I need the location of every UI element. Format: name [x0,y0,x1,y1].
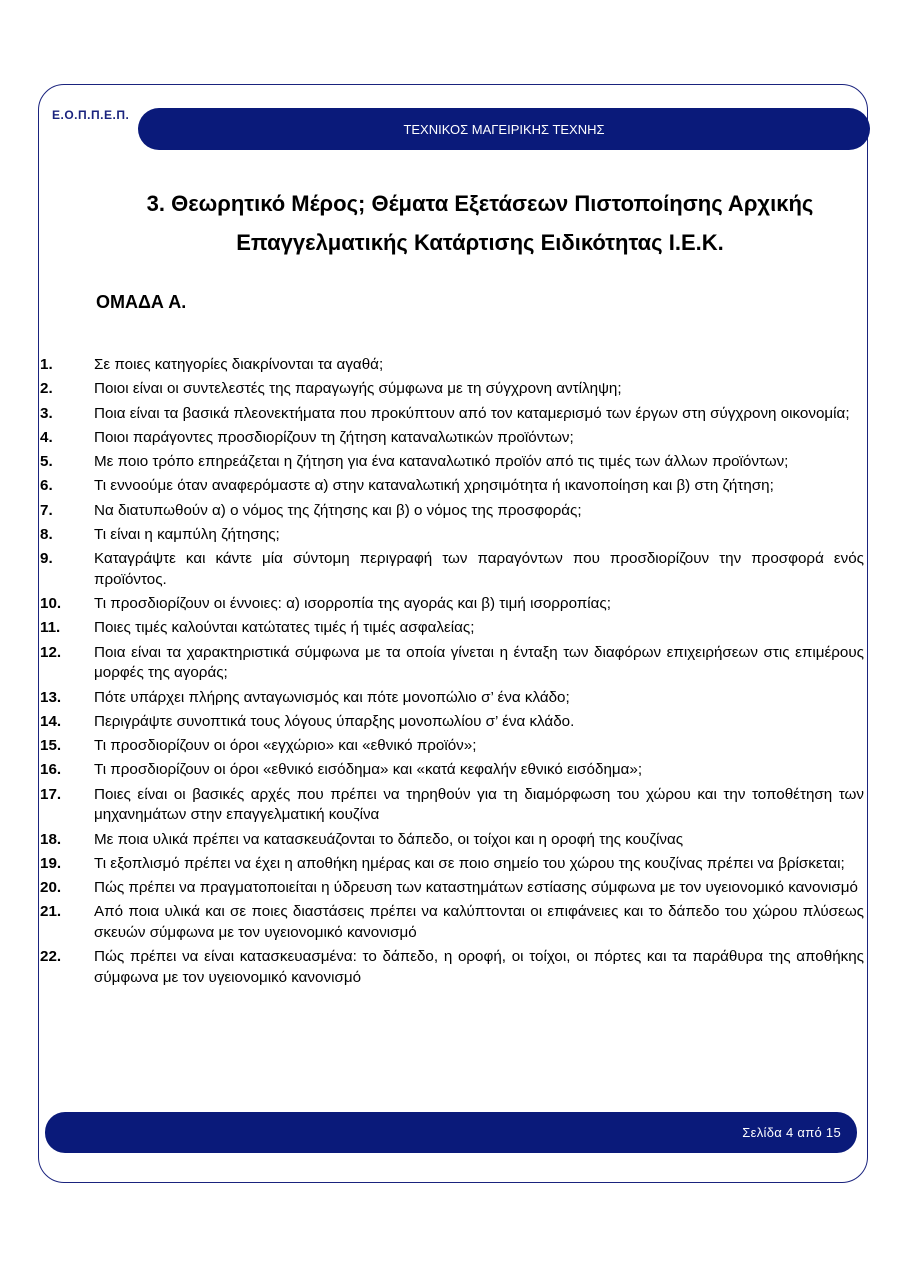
question-number: 9. [40,550,53,568]
question-item [40,854,864,875]
question-text: Ποια είναι τα χαρακτηριστικά σύμφωνα με τα οποία γίνεται η ένταξη των διαφόρων επιχειρήσεων στις επιμέρους μορφές της αγοράς; [94,643,864,682]
question-item [40,947,864,988]
question-text: Τι εννοούμε όταν αναφερόμαστε α) στην καταναλωτική χρησιμότητα ή ικανοποίηση και β) στη ζήτηση; [94,477,774,495]
question-text: Πώς πρέπει να είναι κατασκευασμένα: το δάπεδο, η οροφή, οι τοίχοι, οι πόρτες και τα παράθυρα της αποθήκης σύμφωνα με τον υγειονομικό κανονισμό [94,948,864,986]
question-number: 6. [40,477,53,495]
question-text: Τι προσδιορίζουν οι όροι «εγχώριο» και «εθνικό προϊόν»; [94,737,477,755]
question-text: Ποια είναι τα βασικά πλεονεκτήματα που προκύπτουν από τον καταμερισμό των έργων στη σύγχρονη οικονομία; [94,404,850,422]
question-text: Ποιοι παράγοντες προσδιορίζουν τη ζήτηση καταναλωτικών προϊόντων; [94,428,574,446]
question-item [40,525,864,546]
question-number: 1. [40,356,53,373]
question-text: Τι εξοπλισμό πρέπει να έχει η αποθήκη ημέρας και σε ποιο σημείο του χώρου της κουζίνας πρέπει να βρίσκεται; [94,854,845,872]
question-item [40,736,864,757]
footer-banner [45,1112,857,1153]
question-number: 18. [40,830,62,848]
question-item [40,452,864,473]
question-number: 21. [40,903,62,921]
document-title-line2: Επαγγελματικής Κατάρτισης Ειδικότητας Ι.Ε.Κ. [236,230,724,255]
question-item [40,902,864,943]
question-item [40,549,864,590]
question-number: 11. [40,619,61,637]
question-list [40,355,864,992]
question-text: Σε ποιες κατηγορίες διακρίνονται τα αγαθά; [94,356,384,373]
document-title [96,184,864,262]
question-text: Ποιες τιμές καλούνται κατώτατες τιμές ή τιμές ασφαλείας; [94,619,475,637]
question-item [40,428,864,449]
document-title-line1: 3. Θεωρητικό Μέρος; Θέματα Εξετάσεων Πιστοποίησης Αρχικής [146,191,814,216]
question-number: 3. [40,404,53,422]
question-number: 8. [40,526,53,544]
question-number: 7. [40,501,53,519]
group-label: ΟΜΑΔΑ Α. [96,292,187,312]
question-number: 4. [40,428,53,446]
header-banner [138,108,870,150]
question-number: 16. [40,761,62,779]
question-number: 15. [40,737,62,755]
question-text: Ποιες είναι οι βασικές αρχές που πρέπει να τηρηθούν για τη διαμόρφωση του χώρου και την τοποθέτηση των μηχανημάτων στην επαγγελματική κουζίνα [94,785,864,824]
question-text: Τι προσδιορίζουν οι έννοιες: α) ισορροπία της αγοράς και β) τιμή ισορροπίας; [94,595,611,613]
question-item [40,878,864,899]
question-item [40,379,864,400]
question-item [40,501,864,522]
question-number: 14. [40,712,62,730]
question-text: Πώς πρέπει να πραγματοποιείται η ύδρευση των καταστημάτων εστίασης σύμφωνα με τον υγειονομικό κανονισμό [94,879,858,897]
question-item [40,712,864,733]
question-item [40,785,864,826]
question-text: Από ποια υλικά και σε ποιες διαστάσεις πρέπει να καλύπτονται οι επιφάνειες και το δάπεδο του χώρου πλύσεως σκευών σύμφωνα με τον υγειονομικό κανονισμό [94,903,864,941]
organization-label: Ε.Ο.Π.Π.Ε.Π. [52,108,130,122]
question-text: Πότε υπάρχει πλήρης ανταγωνισμός και πότε μονοπώλιο σ’ ένα κλάδο; [94,688,570,706]
question-number: 2. [40,380,53,398]
question-text: Με ποιο τρόπο επηρεάζεται η ζήτηση για ένα καταναλωτικό προϊόν από τις τιμές των άλλων προϊόντων; [94,453,789,471]
question-number: 10. [40,595,62,613]
question-text: Να διατυπωθούν α) ο νόμος της ζήτησης και β) ο νόμος της προσφοράς; [94,501,582,519]
question-number: 12. [40,643,62,661]
header-title: ΤΕΧΝΙΚΟΣ ΜΑΓΕΙΡΙΚΗΣ ΤΕΧΝΗΣ [403,121,605,137]
page-number: Σελίδα 4 από 15 [742,1125,841,1140]
question-item [40,688,864,709]
question-text: Τι προσδιορίζουν οι όροι «εθνικό εισόδημα» και «κατά κεφαλήν εθνικό εισόδημα»; [94,761,643,779]
question-item [40,760,864,781]
question-number: 20. [40,879,62,897]
question-text: Περιγράψτε συνοπτικά τους λόγους ύπαρξης μονοπωλίου σ’ ένα κλάδο. [94,712,575,730]
question-text: Με ποια υλικά πρέπει να κατασκευάζονται το δάπεδο, οι τοίχοι και η οροφή της κουζίνας [94,830,684,848]
question-item [40,618,864,639]
question-text: Καταγράψτε και κάντε μία σύντομη περιγραφή των παραγόντων που προσδιορίζουν την προσφορά ενός προϊόντος. [94,550,864,588]
question-item [40,594,864,615]
question-number: 5. [40,453,53,471]
question-text: Τι είναι η καμπύλη ζήτησης; [94,526,280,544]
question-number: 19. [40,854,62,872]
question-item [40,830,864,851]
question-item [40,643,864,684]
question-item [40,476,864,497]
question-text: Ποιοι είναι οι συντελεστές της παραγωγής σύμφωνα με τη σύγχρονη αντίληψη; [94,380,622,398]
question-number: 17. [40,785,62,803]
question-number: 13. [40,688,62,706]
question-item [40,355,864,376]
question-item [40,404,864,425]
question-number: 22. [40,948,62,966]
